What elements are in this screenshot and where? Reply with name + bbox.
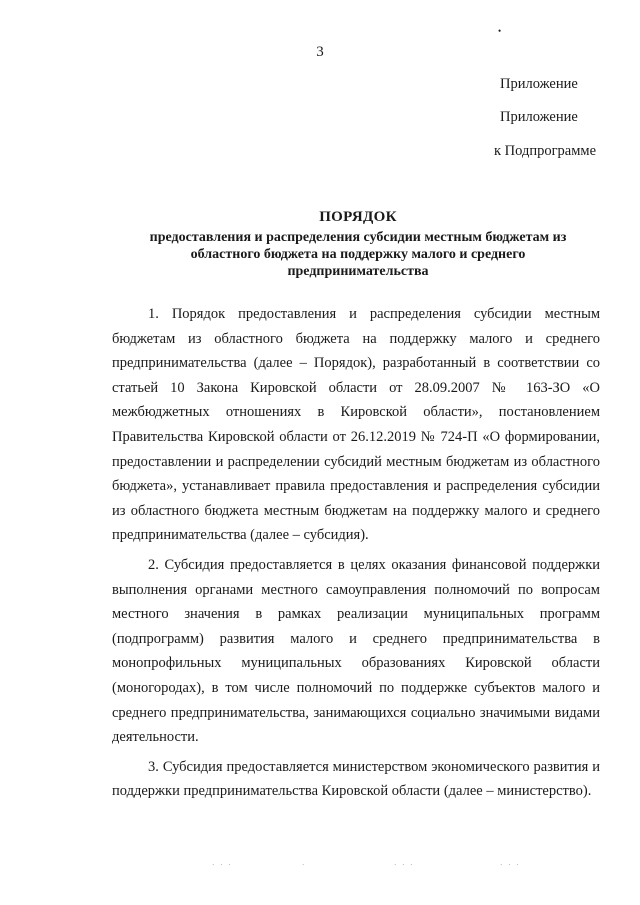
appendix-label: Приложение — [500, 76, 578, 92]
document-body — [112, 302, 600, 804]
appendix-label-repeat: Приложение — [500, 109, 578, 125]
appendix-reference: к Подпрограмме — [494, 143, 597, 159]
page-number: 3 — [316, 44, 324, 60]
paragraph-2: 2. Субсидия предоставляется в целях оказания финансовой поддержки выполнения органами местного самоуправления полномочий по вопросам местного значения в рамках реализации муниципальных программ (подпрограмм) развития малого и среднего предпринимательства в монопрофильных муниципальных образованиях Кировской области (моногородах), в том числе полномочий по поддержке субъектов малого и среднего предпринимательства, занимающихся социально значимыми видами деятельности. — [112, 556, 600, 746]
document-title: ПОРЯДОК — [319, 209, 397, 225]
paragraph-3: 3. Субсидия предоставляется министерством экономического развития и поддержки предпринимательства Кировской области (далее – министерство). — [112, 758, 600, 800]
paragraph-1: 1. Порядок предоставления и распределения субсидии местным бюджетам из областного бюджета на поддержку малого и среднего предпринимательства (далее – Порядок), разработанный в соответствии со статьей 10 Закона Кировской области от 28.09.2007 № 163-ЗО «О межбюджетных отношениях в Кировской области», постановлением Правительства Кировской области от 26.12.2019 № 724-П «О формировании, предоставлении и распределении субсидий местным бюджетам из областного бюджета», устанавливает правила предоставления и распределения субсидии из областного бюджета местным бюджетам на поддержку малого и среднего предпринимательства (далее – субсидия). — [112, 306, 600, 544]
scan-mark: • — [498, 26, 502, 36]
scan-artifact-dots: · · · · · · · · · · — [212, 861, 521, 869]
document-subtitle: предоставления и распределения субсидии местным бюджетам из областного бюджета на поддержку малого и среднего предпринимательства — [149, 230, 567, 279]
